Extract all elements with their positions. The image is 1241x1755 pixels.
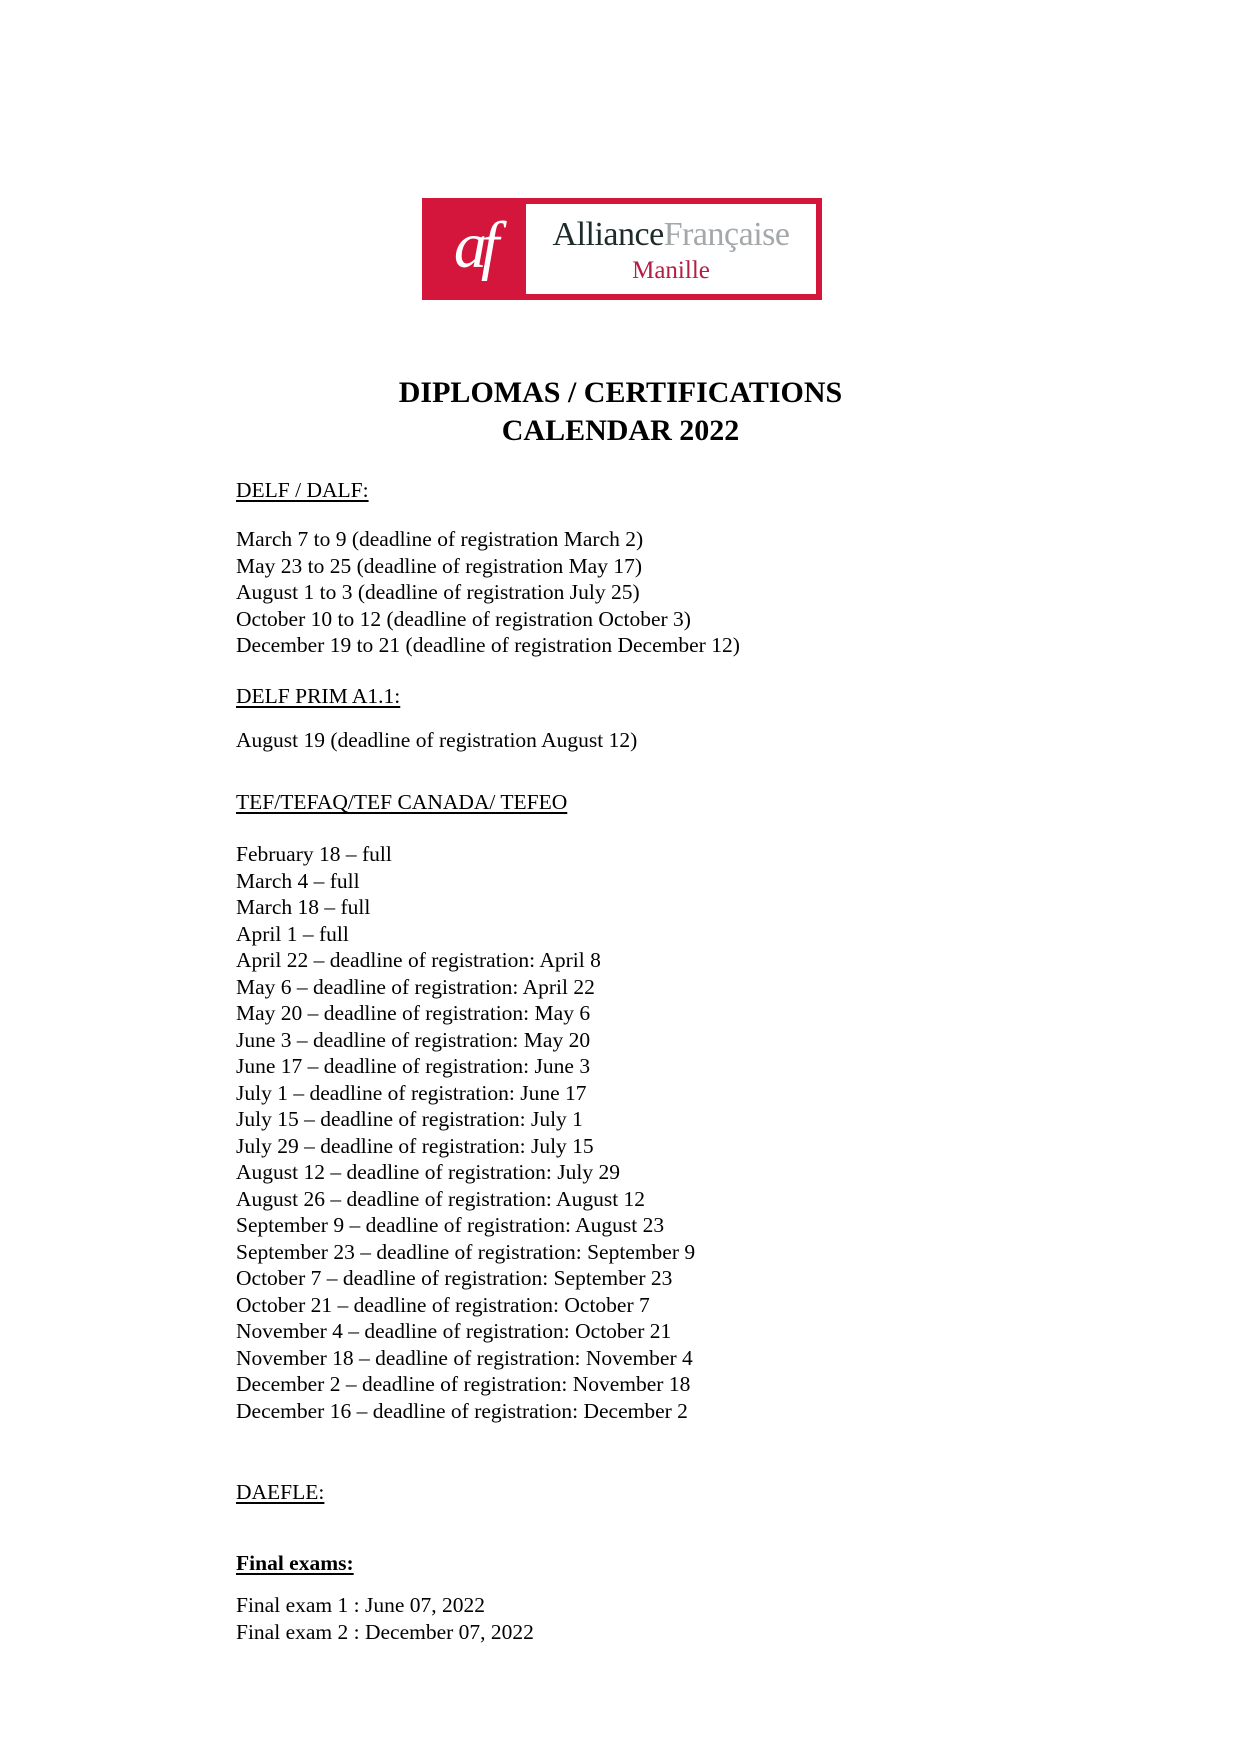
logo-name-alliance: Alliance: [552, 216, 664, 253]
list-item: July 1 – deadline of registration: June 17: [236, 1080, 587, 1105]
title-line-1: DIPLOMAS / CERTIFICATIONS: [398, 376, 843, 409]
list-item: April 1 – full: [236, 921, 349, 946]
af-logo-mark: [422, 198, 525, 300]
list-item: February 18 – full: [236, 842, 392, 866]
final-exams-list: [236, 1592, 534, 1645]
list-item: Final exam 1 : June 07, 2022: [236, 1593, 486, 1617]
list-item: March 18 – full: [236, 895, 371, 919]
list-item: October 7 – deadline of registration: September 23: [236, 1266, 673, 1290]
delf-dalf-list: [236, 526, 740, 659]
list-item: March 7 to 9 (deadline of registration March 2): [236, 527, 644, 551]
list-item: May 6 – deadline of registration: April 22: [236, 974, 595, 999]
list-item: December 19 to 21 (deadline of registration December 12): [236, 633, 740, 657]
list-item: September 9 – deadline of registration: August 23: [236, 1213, 665, 1237]
list-item: September 23 – deadline of registration: September 9: [236, 1239, 696, 1264]
list-item: June 17 – deadline of registration: June 3: [236, 1054, 591, 1078]
list-item: August 19 (deadline of registration August 12): [236, 728, 638, 752]
section-final-exams: [236, 1550, 354, 1577]
list-item: November 18 – deadline of registration: November 4: [236, 1345, 693, 1370]
list-item: August 12 – deadline of registration: July 29: [236, 1160, 620, 1184]
logo-name: [526, 218, 816, 252]
delf-prim-list: [236, 727, 637, 754]
list-item: March 4 – full: [236, 868, 360, 893]
section-daefle: [236, 1479, 324, 1506]
list-item: August 1 to 3 (deadline of registration July 25): [236, 580, 640, 604]
list-item: July 15 – deadline of registration: July 1: [236, 1107, 583, 1131]
tef-list: [236, 841, 695, 1424]
list-item: April 22 – deadline of registration: April 8: [236, 948, 601, 972]
list-item: May 20 – deadline of registration: May 6: [236, 1001, 591, 1025]
list-item: August 26 – deadline of registration: August 12: [236, 1186, 646, 1211]
section-heading-final-exams: Final exams:: [236, 1551, 354, 1575]
list-item: December 16 – deadline of registration: December 2: [236, 1398, 688, 1423]
logo-panel: [526, 204, 816, 294]
section-tef: [236, 789, 567, 816]
list-item: May 23 to 25 (deadline of registration May 17): [236, 553, 643, 578]
logo-city: Manille: [632, 257, 710, 284]
list-item: Final exam 2 : December 07, 2022: [236, 1619, 534, 1644]
list-item: December 2 – deadline of registration: November 18: [236, 1372, 691, 1396]
logo-name-francaise: Française: [663, 216, 790, 253]
section-heading-delf-prim: DELF PRIM A1.1:: [236, 684, 401, 708]
list-item: October 21 – deadline of registration: October 7: [236, 1292, 650, 1317]
list-item: October 10 to 12 (deadline of registration October 3): [236, 606, 691, 631]
logo-mark-text: af: [453, 209, 494, 282]
alliance-francaise-logo: [422, 198, 822, 300]
section-heading-tef: TEF/TEFAQ/TEF CANADA/ TEFEO: [236, 790, 568, 814]
list-item: November 4 – deadline of registration: October 21: [236, 1319, 672, 1343]
section-heading-daefle: DAEFLE:: [236, 1480, 325, 1504]
list-item: June 3 – deadline of registration: May 20: [236, 1027, 591, 1052]
page-title: [0, 374, 1241, 450]
section-heading-delf-dalf: DELF / DALF:: [236, 478, 369, 502]
title-line-2: CALENDAR 2022: [501, 414, 740, 447]
list-item: July 29 – deadline of registration: July 15: [236, 1133, 594, 1158]
section-delf-prim: [236, 683, 400, 710]
section-delf-dalf: [236, 477, 369, 504]
